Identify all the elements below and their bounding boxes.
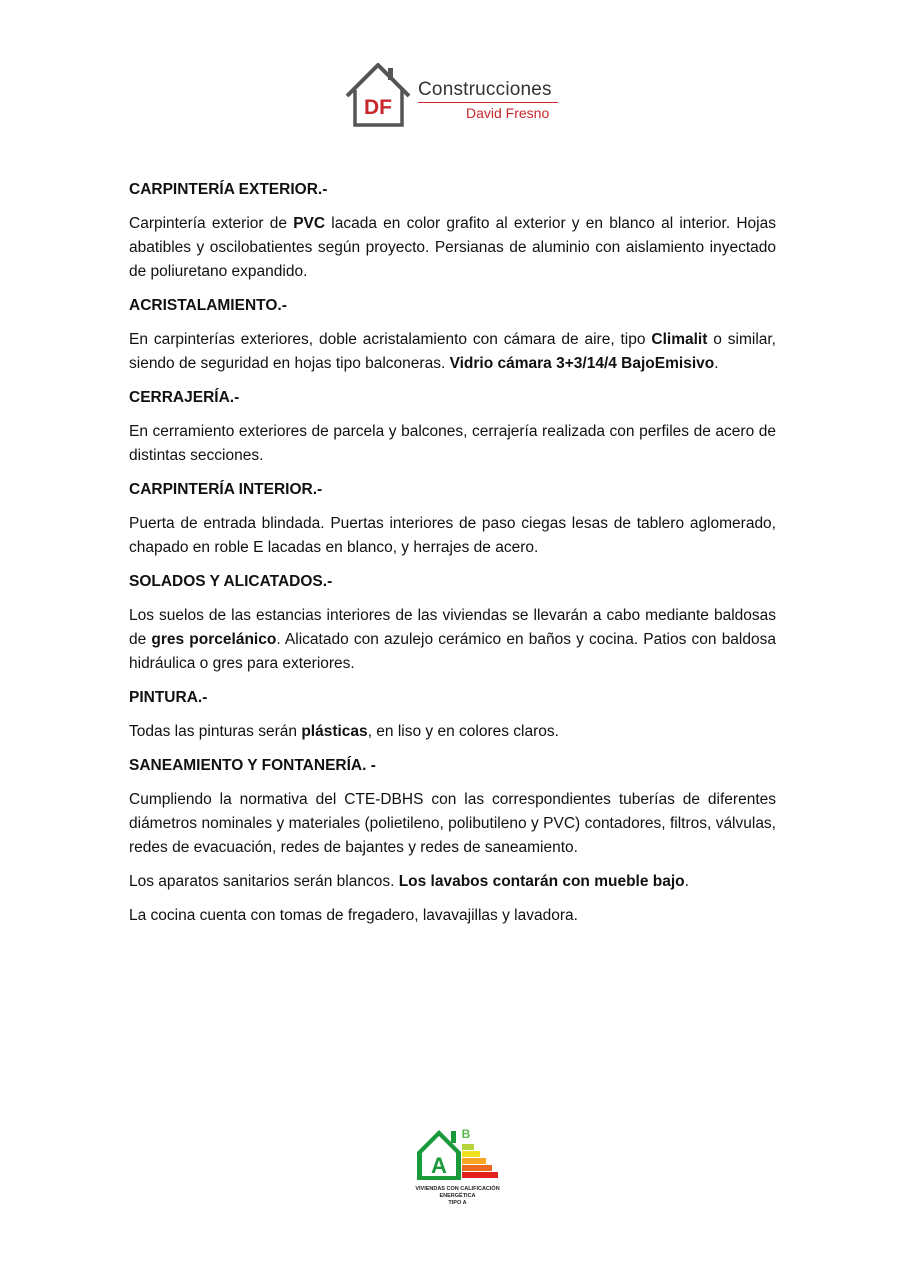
section-title: SANEAMIENTO Y FONTANERÍA. -: [129, 757, 376, 774]
section-paragraph: [129, 720, 776, 744]
text-run: Puerta de entrada blindada. Puertas interiores de paso ciegas lesas de tablero aglomerado, chapado en roble E lacadas en blanco, y herrajes de acero.: [129, 515, 776, 556]
text-run: Todas las pinturas serán: [129, 723, 302, 740]
logo-initials: DF: [364, 96, 392, 119]
section-title: CERRAJERÍA.-: [129, 389, 240, 406]
section-paragraph: [129, 788, 776, 860]
badge-line-1: VIVIENDAS CON CALIFICACIÓN: [415, 1186, 500, 1192]
energy-scale-bar: [462, 1151, 480, 1157]
rating-letter-secondary: B: [461, 1127, 471, 1141]
brand-divider: [418, 102, 558, 103]
text-run: , en liso y en colores claros.: [367, 723, 559, 740]
text-run: lacada en color grafito al exterior y en blanco al interior. Hojas abatibles y oscilobatientes según proyecto. Persianas de aluminio con aislamiento inyectado de poliuretano expandido.: [129, 215, 776, 280]
energy-scale-bar: [462, 1158, 486, 1164]
brand-owner: David Fresno: [466, 105, 550, 121]
bold-text: PVC: [293, 215, 326, 232]
text-run: . Alicatado con azulejo cerámico en baños y cocina. Patios con baldosa hidráulica o gres para exteriores.: [129, 631, 776, 672]
text-run: .: [714, 355, 719, 372]
energy-scale-bar: [462, 1172, 498, 1178]
section-paragraph: [129, 904, 776, 928]
bold-text: Climalit: [651, 331, 708, 348]
rating-letter: A: [431, 1153, 447, 1178]
section-paragraph: [129, 212, 776, 284]
bold-text: Vidrio cámara 3+3/14/4 BajoEmisivo: [449, 355, 715, 372]
section-paragraph: [129, 420, 776, 468]
section-title: PINTURA.-: [129, 689, 208, 706]
text-run: .: [684, 873, 689, 890]
text-run: En cerramiento exteriores de parcela y balcones, cerrajería realizada con perfiles de acero de distintas secciones.: [129, 423, 776, 464]
section-title: ACRISTALAMIENTO.-: [129, 297, 287, 314]
text-run: Los suelos de las estancias interiores de las viviendas se llevarán a cabo mediante baldosas de: [129, 607, 776, 648]
section-paragraph: [129, 328, 776, 376]
energy-scale-bar: [462, 1144, 474, 1150]
text-run: En carpinterías exteriores, doble acristalamiento con cámara de aire, tipo: [129, 331, 652, 348]
bold-text: Los lavabos contarán con mueble bajo: [398, 873, 685, 890]
energy-scale-icon: [405, 1122, 510, 1186]
document-body: [129, 178, 776, 938]
house-logo-icon: [345, 62, 415, 130]
badge-line-2: ENERGÉTICA: [439, 1193, 476, 1199]
text-run: La cocina cuenta con tomas de fregadero, lavavajillas y lavadora.: [129, 907, 578, 924]
energy-scale-bar: [462, 1165, 492, 1171]
section-title: SOLADOS Y ALICATADOS.-: [129, 573, 333, 590]
section-paragraph: [129, 870, 776, 894]
section-title: CARPINTERÍA EXTERIOR.-: [129, 181, 328, 198]
brand-name: Construcciones: [418, 79, 552, 100]
section-title: CARPINTERÍA INTERIOR.-: [129, 481, 323, 498]
bold-text: gres porcelánico: [151, 631, 277, 648]
section-paragraph: [129, 604, 776, 676]
text-run: o similar, siendo de seguridad en hojas tipo balconeras.: [129, 331, 776, 372]
energy-rating-badge: [405, 1122, 510, 1217]
text-run: Los aparatos sanitarios serán blancos.: [129, 873, 399, 890]
section-paragraph: [129, 512, 776, 560]
text-run: Cumpliendo la normativa del CTE-DBHS con las correspondientes tuberías de diferentes diámetros nominales y materiales (polietileno, polibutileno y PVC) contadores, filtros, válvulas, redes de evacuación, redes de bajantes y redes de saneamiento.: [129, 791, 776, 856]
company-logo: [345, 62, 575, 132]
text-run: Carpintería exterior de: [129, 215, 294, 232]
bold-text: plásticas: [301, 723, 368, 740]
badge-line-3: TIPO A: [448, 1200, 467, 1206]
